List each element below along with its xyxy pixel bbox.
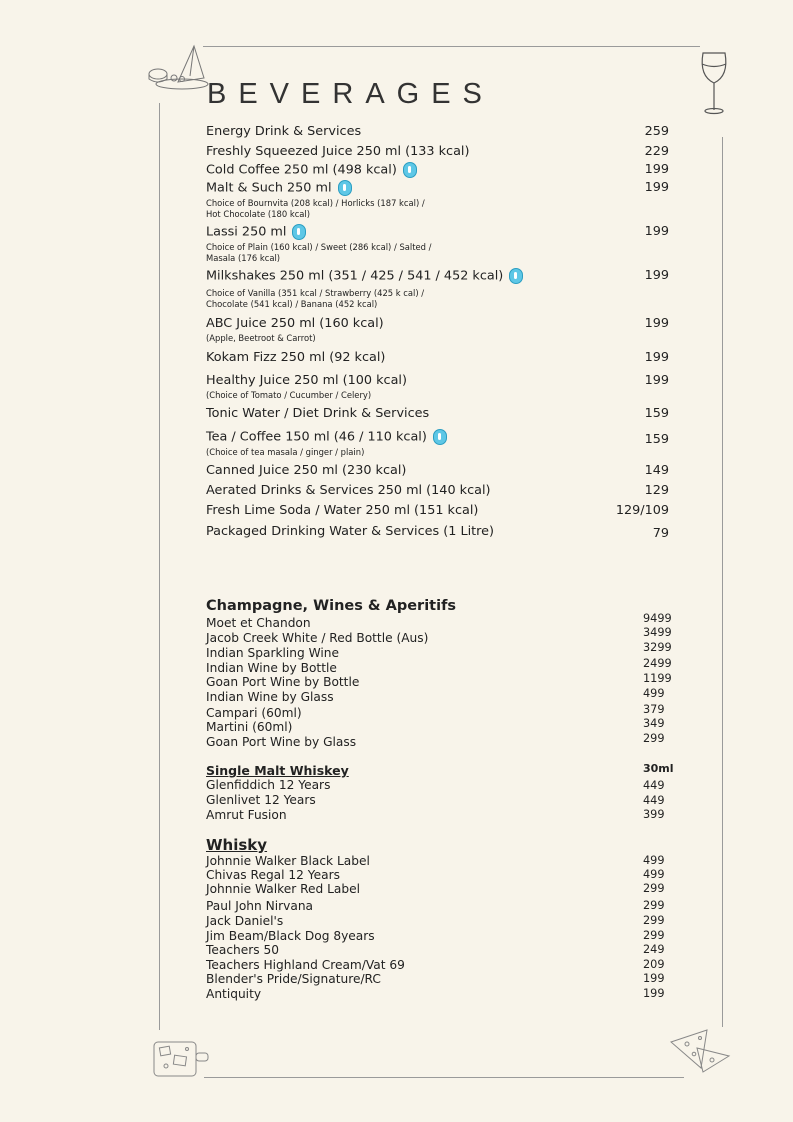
wine-item: Jacob Creek White / Red Bottle (Aus) <box>206 631 429 645</box>
beverage-price: 159 <box>644 432 669 447</box>
veg-icon <box>338 180 352 196</box>
beverage-price: 129/109 <box>615 503 669 518</box>
cutting-board-icon <box>152 1038 210 1080</box>
single-malt-item: Glenfiddich 12 Years <box>206 778 331 792</box>
beverage-note <box>206 198 686 220</box>
beverage-item <box>206 268 686 310</box>
frame-top-rule <box>203 46 700 47</box>
beverage-item <box>206 483 686 498</box>
beverage-note-line: Choice of Bournvita (208 kcal) / Horlicks (187 kcal) / <box>206 198 425 208</box>
frame-bottom-rule <box>204 1077 684 1078</box>
whisky-price: 199 <box>643 987 665 1000</box>
beverage-name: Aerated Drinks & Services 250 ml (140 kcal) <box>206 483 491 498</box>
beverage-note-line: (Choice of tea masala / ginger / plain) <box>206 447 365 457</box>
frame-left-rule <box>159 103 160 1030</box>
whisky-item: Teachers Highland Cream/Vat 69 <box>206 958 405 972</box>
single-malt-measure: 30ml <box>643 762 674 775</box>
whisky-price: 199 <box>643 972 665 985</box>
beverage-item <box>206 503 686 518</box>
wine-item: Indian Sparkling Wine <box>206 646 340 660</box>
beverage-name: Tonic Water / Diet Drink & Services <box>206 406 430 421</box>
beverage-item <box>206 144 686 159</box>
beverage-item <box>206 350 686 365</box>
wine-price: 2499 <box>643 657 672 670</box>
beverage-price: 259 <box>644 124 669 139</box>
veg-icon <box>509 268 523 284</box>
whisky-price: 299 <box>643 929 665 942</box>
beverage-name: Fresh Lime Soda / Water 250 ml (151 kcal) <box>206 503 479 518</box>
beverage-note-line: Hot Chocolate (180 kcal) <box>206 209 311 219</box>
whisky-price: 499 <box>643 854 665 867</box>
beverage-note-line: Choice of Vanilla (351 kcal / Strawberry (425 k cal) / <box>206 288 425 298</box>
beverage-note <box>206 447 686 458</box>
single-malt-item: Glenlivet 12 Years <box>206 793 316 807</box>
beverage-price: 79 <box>652 526 669 541</box>
beverage-name: ABC Juice 250 ml (160 kcal) <box>206 316 384 331</box>
whisky-item: Teachers 50 <box>206 943 280 957</box>
whisky-item: Jack Daniel's <box>206 914 284 928</box>
wine-price: 9499 <box>643 612 672 625</box>
beverage-name: Canned Juice 250 ml (230 kcal) <box>206 463 407 478</box>
beverage-price: 229 <box>644 144 669 159</box>
veg-icon <box>433 429 447 445</box>
wine-price: 299 <box>643 732 665 745</box>
wine-price: 379 <box>643 703 665 716</box>
whisky-item: Johnnie Walker Black Label <box>206 854 370 868</box>
beverage-item <box>206 463 686 478</box>
beverage-note-line: (Apple, Beetroot & Carrot) <box>206 333 316 343</box>
single-malt-heading: Single Malt Whiskey <box>206 763 349 778</box>
beverage-price: 199 <box>644 316 669 331</box>
beverage-item <box>206 406 686 421</box>
whisky-price: 299 <box>643 899 665 912</box>
whisky-heading: Whisky <box>206 836 268 854</box>
wine-price: 499 <box>643 687 665 700</box>
beverage-price: 199 <box>644 268 669 283</box>
wine-item: Martini (60ml) <box>206 720 293 734</box>
wine-item: Goan Port Wine by Glass <box>206 735 357 749</box>
beverage-note-line: Choice of Plain (160 kcal) / Sweet (286 kcal) / Salted / <box>206 242 432 252</box>
beverage-note <box>206 333 686 344</box>
wine-glass-icon <box>698 50 730 116</box>
beverage-price: 129 <box>644 483 669 498</box>
beverage-price: 199 <box>644 224 669 239</box>
whisky-item: Jim Beam/Black Dog 8years <box>206 929 375 943</box>
beverage-name: Healthy Juice 250 ml (100 kcal) <box>206 373 407 388</box>
cheese-plate-icon <box>144 42 210 94</box>
whisky-item: Paul John Nirvana <box>206 899 314 913</box>
wine-price: 3499 <box>643 626 672 639</box>
cheese-wedges-icon <box>667 1026 733 1074</box>
single-malt-price: 449 <box>643 794 665 807</box>
wine-item: Indian Wine by Bottle <box>206 661 337 675</box>
whisky-price: 499 <box>643 868 665 881</box>
beverage-name: Cold Coffee 250 ml (498 kcal) <box>206 162 397 178</box>
single-malt-price: 399 <box>643 808 665 821</box>
wine-item: Moet et Chandon <box>206 616 311 630</box>
single-malt-price: 449 <box>643 779 665 792</box>
wines-heading: Champagne, Wines & Aperitifs <box>206 598 457 614</box>
beverage-item <box>206 162 686 178</box>
whisky-price: 209 <box>643 958 665 971</box>
beverage-price: 199 <box>644 373 669 388</box>
beverage-item <box>206 224 686 264</box>
beverage-price: 159 <box>644 406 669 421</box>
beverage-item <box>206 180 686 220</box>
beverage-note <box>206 390 686 401</box>
beverage-name: Kokam Fizz 250 ml (92 kcal) <box>206 350 386 365</box>
beverage-item <box>206 429 686 458</box>
beverage-price: 199 <box>644 180 669 195</box>
beverage-note <box>206 242 686 264</box>
whisky-item: Antiquity <box>206 987 262 1001</box>
beverage-price: 149 <box>644 463 669 478</box>
whisky-price: 299 <box>643 914 665 927</box>
beverage-name: Lassi 250 ml <box>206 224 287 240</box>
beverage-name: Packaged Drinking Water & Services (1 Litre) <box>206 524 495 539</box>
whisky-price: 249 <box>643 943 665 956</box>
beverage-item <box>206 124 686 139</box>
beverage-item <box>206 373 686 401</box>
page-title: BEVERAGES <box>207 78 494 110</box>
whisky-price: 299 <box>643 882 665 895</box>
beverage-note-line: Chocolate (541 kcal) / Banana (452 kcal) <box>206 299 378 309</box>
single-malt-item: Amrut Fusion <box>206 808 287 822</box>
beverage-name: Malt & Such 250 ml <box>206 180 332 196</box>
beverage-item <box>206 524 686 539</box>
whisky-item: Chivas Regal 12 Years <box>206 868 340 882</box>
whisky-item: Johnnie Walker Red Label <box>206 882 361 896</box>
beverage-name: Tea / Coffee 150 ml (46 / 110 kcal) <box>206 429 427 445</box>
wine-price: 1199 <box>643 672 672 685</box>
whisky-item: Blender's Pride/Signature/RC <box>206 972 381 986</box>
veg-icon <box>292 224 306 240</box>
wine-price: 349 <box>643 717 665 730</box>
beverage-item <box>206 316 686 344</box>
beverage-name: Energy Drink & Services <box>206 124 362 139</box>
beverage-price: 199 <box>644 350 669 365</box>
beverage-name: Milkshakes 250 ml (351 / 425 / 541 / 452 kcal) <box>206 268 504 284</box>
beverage-note-line: Masala (176 kcal) <box>206 253 281 263</box>
beverage-note-line: (Choice of Tomato / Cucumber / Celery) <box>206 390 372 400</box>
wine-price: 3299 <box>643 641 672 654</box>
beverage-note <box>206 288 686 310</box>
wine-item: Indian Wine by Glass <box>206 690 334 704</box>
veg-icon <box>403 162 417 178</box>
frame-right-rule <box>722 137 723 1027</box>
wine-item: Goan Port Wine by Bottle <box>206 675 360 689</box>
beverage-price: 199 <box>644 162 669 177</box>
wine-item: Campari (60ml) <box>206 706 302 720</box>
beverage-name: Freshly Squeezed Juice 250 ml (133 kcal) <box>206 144 470 159</box>
